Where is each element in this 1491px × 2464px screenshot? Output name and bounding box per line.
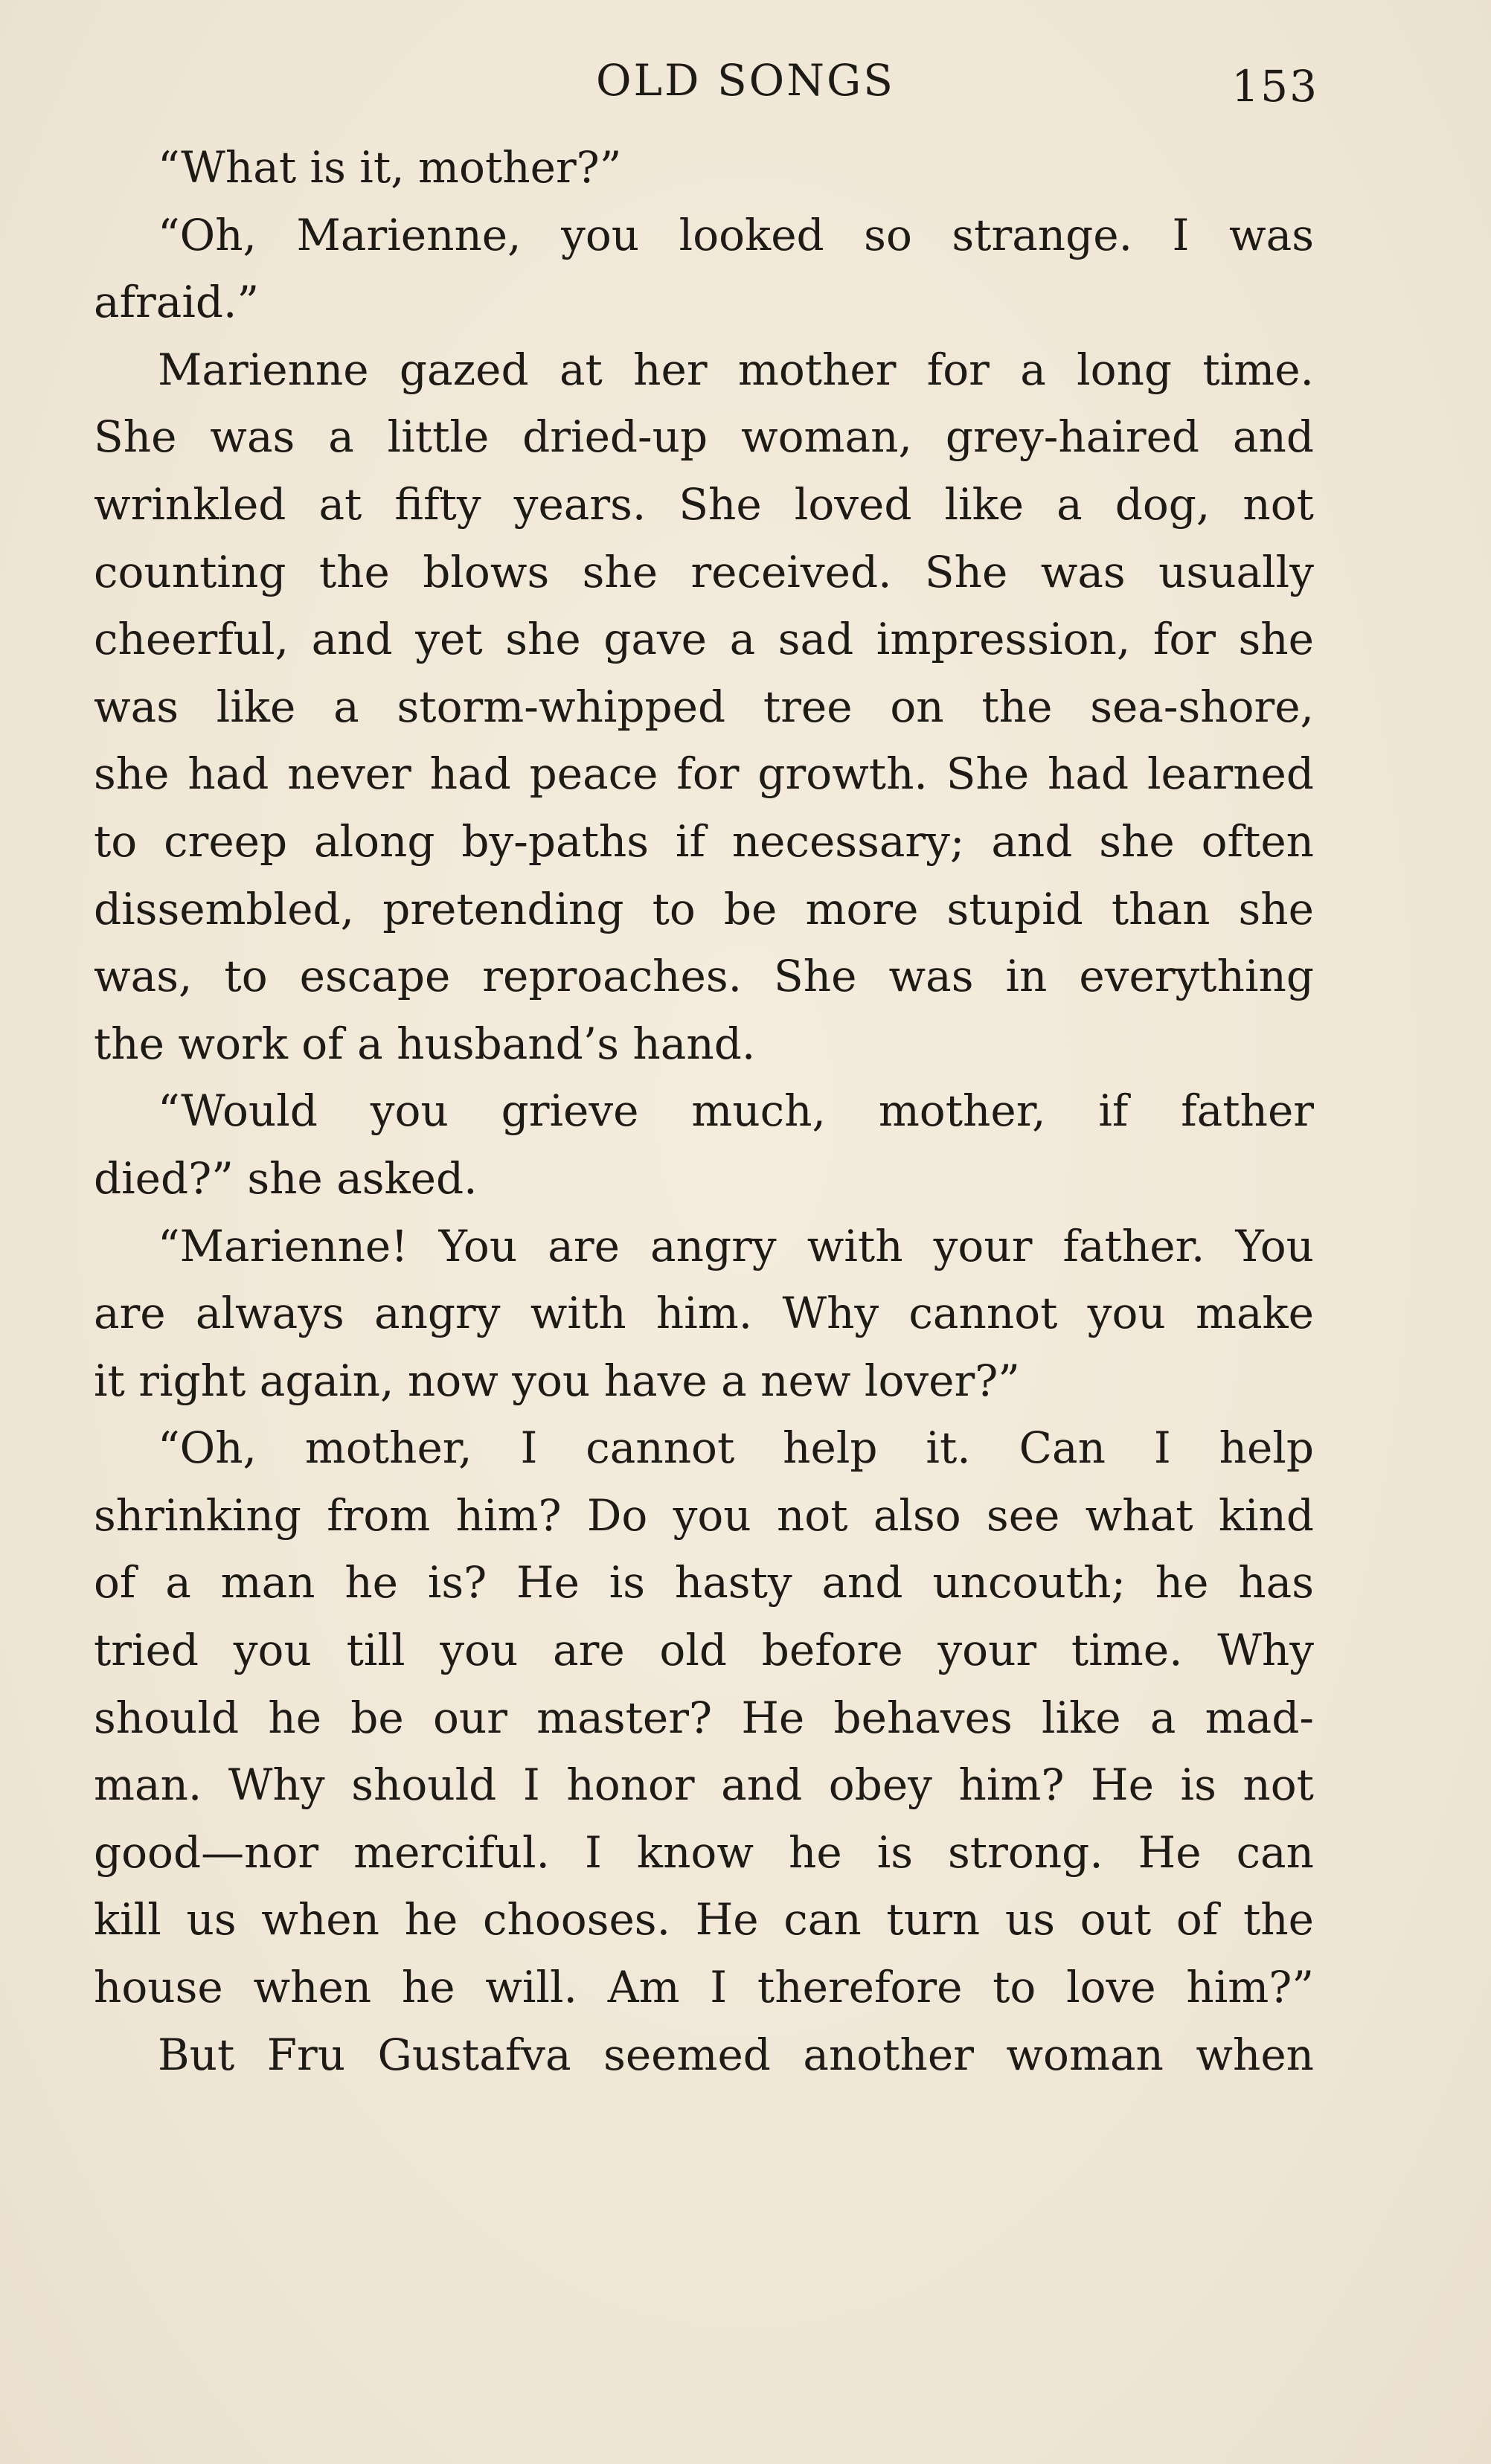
- text-line: tried you till you are old before your time. Why: [94, 1625, 1314, 1676]
- text-line: should he be our master? He behaves like a mad-: [94, 1692, 1314, 1743]
- text-line: good—nor merciful. I know he is strong. He can: [94, 1826, 1314, 1878]
- text-line: counting the blows she received. She was usually: [94, 546, 1314, 597]
- text-line: kill us when he chooses. He can turn us out of the: [94, 1894, 1314, 1945]
- text-line: the work of a husband’s hand.: [94, 1018, 756, 1069]
- text-line: “Oh, mother, I cannot help it. Can I help: [158, 1422, 1314, 1474]
- running-head: [0, 46, 1491, 113]
- text-line: “What is it, mother?”: [158, 142, 622, 193]
- text-line: man. Why should I honor and obey him? He is not: [94, 1759, 1314, 1811]
- text-line: dissembled, pretending to be more stupid than she: [94, 883, 1314, 934]
- text-line: “Marienne! You are angry with your father. You: [158, 1220, 1314, 1271]
- running-title: OLD SONGS: [595, 55, 896, 106]
- text-line: But Fru Gustafva seemed another woman when: [158, 2029, 1314, 2080]
- text-line: shrinking from him? Do you not also see what kind: [94, 1489, 1314, 1541]
- text-line: afraid.”: [94, 277, 260, 328]
- text-line: “Oh, Marienne, you looked so strange. I was: [158, 209, 1314, 260]
- text-line: are always angry with him. Why cannot you make: [94, 1288, 1314, 1339]
- text-line: of a man he is? He is hasty and uncouth; he has: [94, 1557, 1314, 1608]
- text-line: cheerful, and yet she gave a sad impression, for she: [94, 614, 1314, 665]
- text-line: died?” she asked.: [94, 1152, 478, 1204]
- text-line: house when he will. Am I therefore to love him?”: [94, 1962, 1314, 2013]
- text-line: She was a little dried-up woman, grey-haired and: [94, 411, 1314, 463]
- text-line: to creep along by-paths if necessary; and she often: [94, 815, 1314, 867]
- text-line: was like a storm-whipped tree on the sea-shore,: [94, 681, 1314, 732]
- text-line: wrinkled at fifty years. She loved like a dog, not: [94, 478, 1314, 530]
- text-line: it right again, now you have a new lover?”: [94, 1355, 1020, 1406]
- page-number: 153: [1231, 61, 1318, 112]
- text-line: Marienne gazed at her mother for a long time.: [158, 344, 1314, 395]
- text-line: she had never had peace for growth. She had learned: [94, 748, 1314, 800]
- text-line: was, to escape reproaches. She was in everything: [94, 951, 1314, 1002]
- text-line: “Would you grieve much, mother, if father: [158, 1085, 1314, 1137]
- body-text: [94, 134, 1314, 2088]
